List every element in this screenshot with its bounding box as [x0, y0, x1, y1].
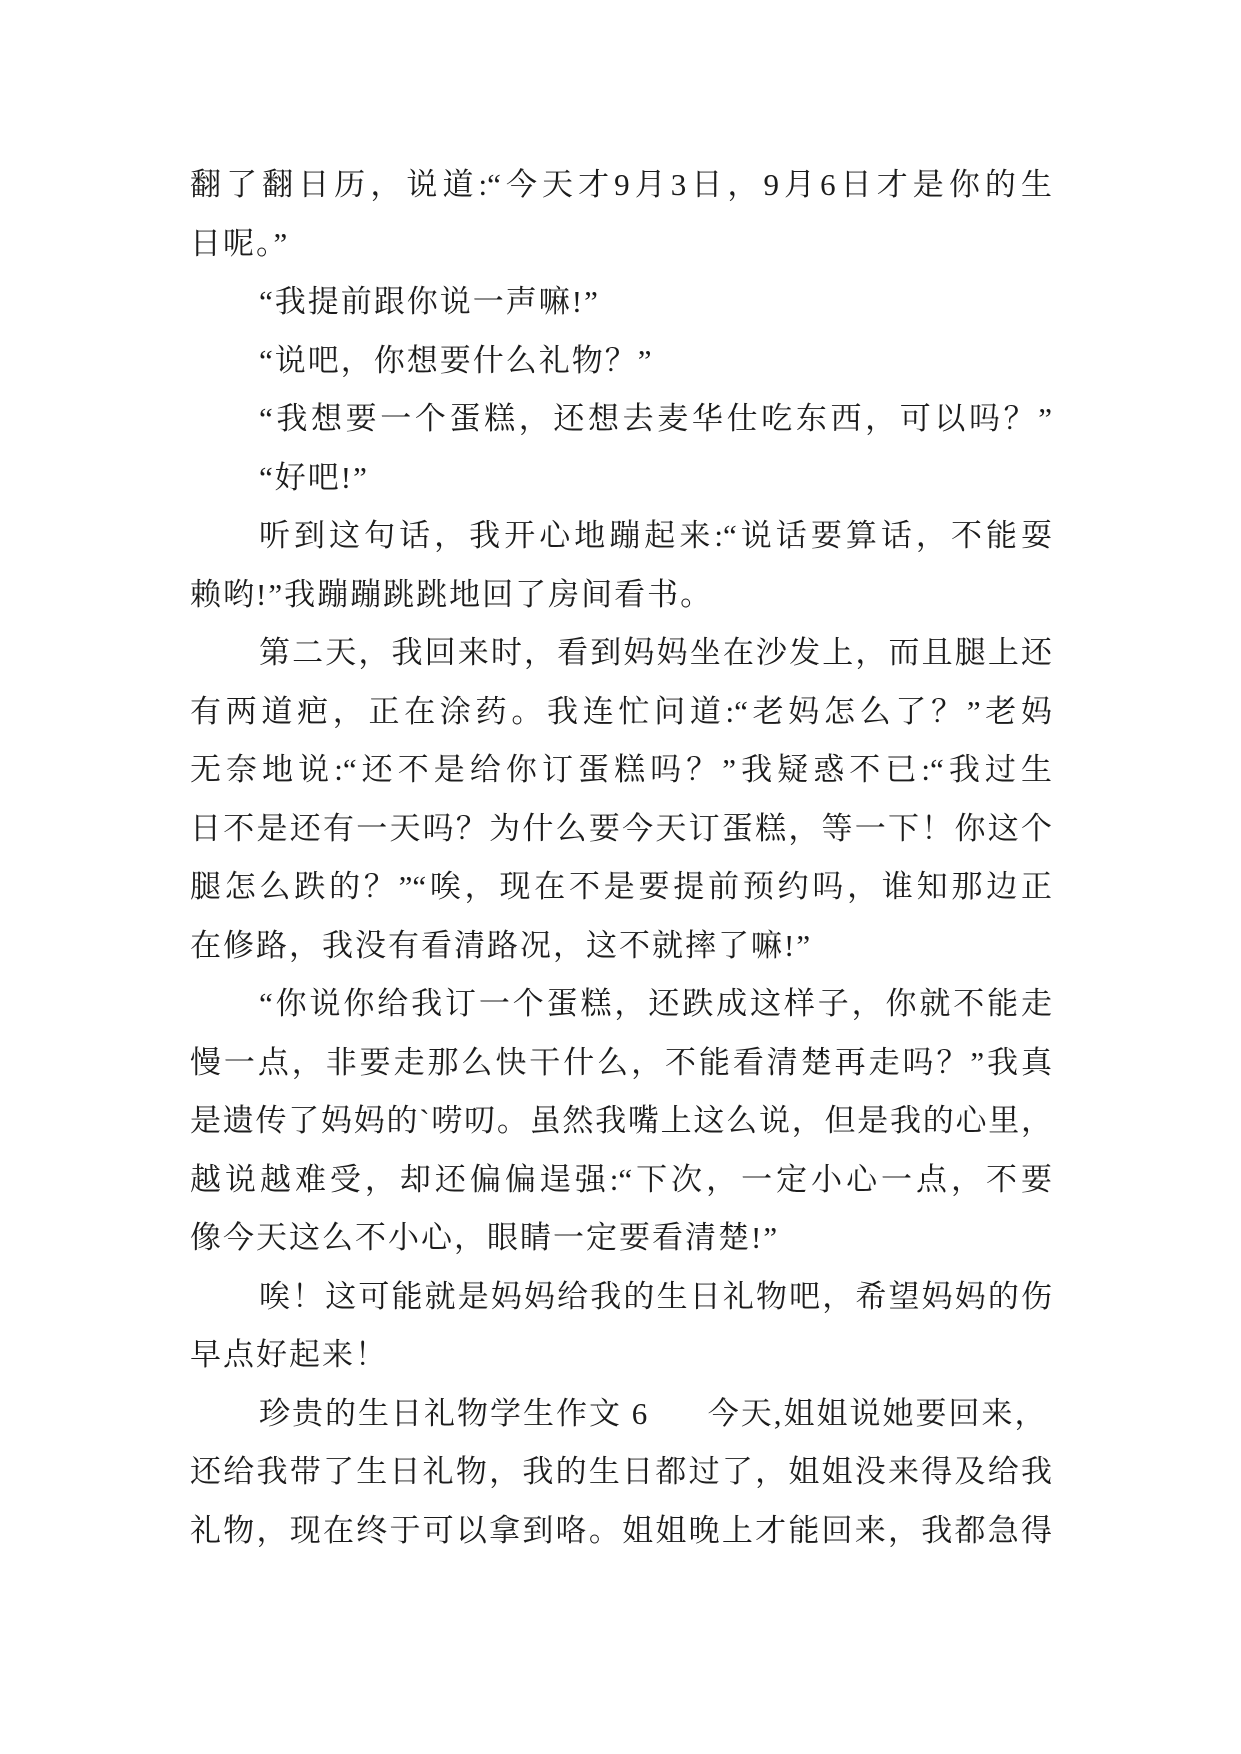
text-line: 还给我带了生日礼物，我的生日都过了，姐姐没来得及给我 [190, 1454, 1052, 1489]
text-line: 像今天这么不小心，眼睛一定要看清楚!” [190, 1220, 780, 1255]
text-line: 越说越难受，却还偏偏逞强:“下次，一定小心一点，不要 [190, 1161, 1052, 1197]
text-line: 日呢。” [190, 225, 290, 261]
text-line: 在修路，我没有看清路况，这不就摔了嘛!” [190, 927, 813, 963]
text-line: “我想要一个蛋糕，还想去麦华仕吃东西，可以吗？” [259, 401, 1052, 436]
text-line: 礼物，现在终于可以拿到咯。姐姐晚上才能回来，我都急得 [190, 1512, 1052, 1548]
text-line: 珍贵的生日礼物学生作文 6 今天,姐姐说她要回来， [259, 1395, 1048, 1431]
text-line: 慢一点，非要走那么快干什么，不能看清楚再走吗？”我真 [190, 1044, 1052, 1080]
text-line: 翻了翻日历，说道:“今天才9月3日，9月6日才是你的生 [190, 167, 1052, 202]
text-line: 日不是还有一天吗？为什么要今天订蛋糕，等一下！你这个 [190, 810, 1052, 846]
document-body [190, 156, 1052, 1560]
text-line: “好吧!” [259, 459, 369, 495]
text-line: 有两道疤，正在涂药。我连忙问道:“老妈怎么了？”老妈 [190, 693, 1052, 729]
text-line: 无奈地说:“还不是给你订蛋糕吗？”我疑惑不已:“我过生 [190, 752, 1052, 787]
text-line: “说吧，你想要什么礼物？” [259, 342, 654, 378]
text-line: 赖哟!”我蹦蹦跳跳地回了房间看书。 [190, 576, 714, 612]
text-line: 腿怎么跌的？”“唉，现在不是要提前预约吗，谁知那边正 [190, 869, 1052, 904]
text-line: 听到这句话，我开心地蹦起来:“说话要算话，不能耍 [259, 518, 1052, 553]
text-line: “我提前跟你说一声嘛!” [259, 284, 600, 319]
text-line: “你说你给我订一个蛋糕，还跌成这样子，你就不能走 [259, 986, 1052, 1021]
text-line: 第二天，我回来时，看到妈妈坐在沙发上，而且腿上还 [259, 635, 1052, 670]
text-line: 早点好起来！ [190, 1337, 388, 1372]
text-line: 是遗传了妈妈的`唠叨。虽然我嘴上这么说，但是我的心里， [190, 1103, 1052, 1138]
text-line: 唉！这可能就是妈妈给我的生日礼物吧，希望妈妈的伤 [259, 1278, 1052, 1314]
